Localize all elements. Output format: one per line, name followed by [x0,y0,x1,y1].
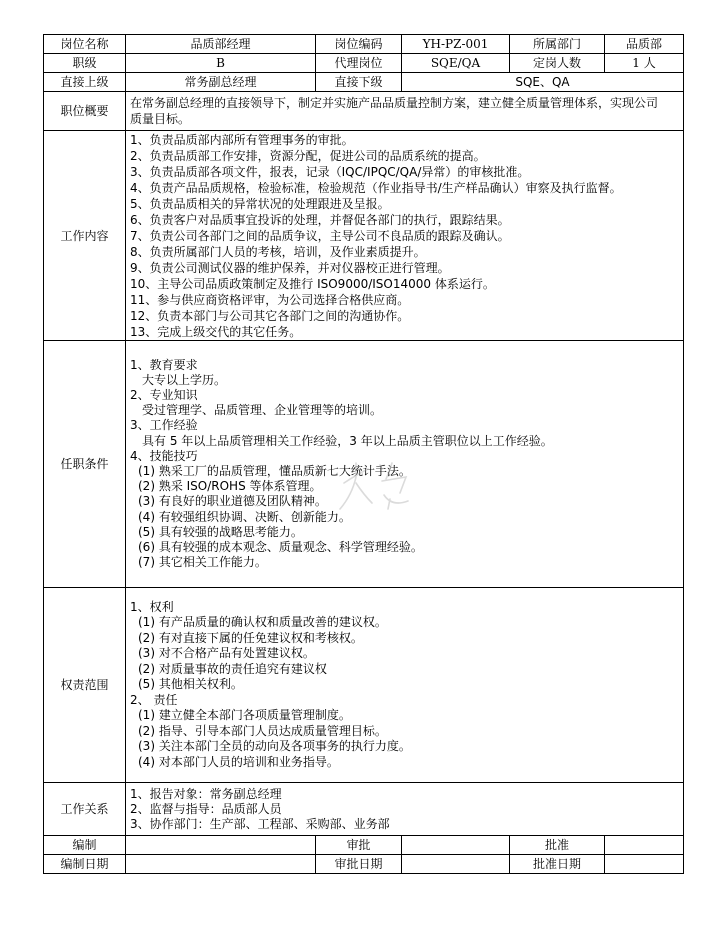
relations-row [44,783,684,836]
duty-item: 12、负责本部门与公司其它各部门之间的沟通协作。 [130,308,410,323]
summary-label: 职位概要 [44,92,126,131]
ratify-value [605,836,684,855]
relation-item: 3、协作部门：生产部、工程部、采购部、业务部 [130,816,390,831]
duty-item: 7、负责公司各部门之间的品质争议，主导公司不良品质的跟踪及确认。 [130,228,510,243]
right-item: (5) 其他相关权利。 [138,677,243,692]
duty-item: 2、负责品质部工作安排，资源分配，促进公司的品质系统的提高。 [130,148,486,163]
subordinate-value: SQE、QA [402,73,684,92]
ratify-date-value [605,855,684,874]
summary-line-2: 质量目标。 [130,112,191,126]
ratify-label: 批准 [510,836,605,855]
grade-value: B [126,54,316,73]
experience-text: 具有 5 年以上品质管理相关工作经验，3 年以上品质主管职位以上工作经验。 [142,433,553,448]
right-item: (2) 有对直接下属的任免建议权和考核权。 [138,630,363,645]
summary-row [44,92,684,131]
edu-text: 大专以上学历。 [142,372,227,387]
responsibility-item: (1) 建立健全本部门各项质量管理制度。 [138,708,351,723]
right-item: (1) 有产品质量的确认权和质量改善的建议权。 [138,615,387,630]
compiled-date-value [126,855,316,874]
knowledge-title: 2、专业知识 [130,387,198,402]
duty-item: 13、完成上级交代的其它任务。 [130,324,302,339]
department-value: 品质部 [605,35,684,54]
compiled-value [126,836,316,855]
approve-value [402,836,510,855]
authority-list [126,588,684,783]
relation-item: 2、监督与指导：品质部人员 [130,801,282,816]
relations-label: 工作关系 [44,783,126,836]
header-row-3 [44,73,684,92]
header-row-2 [44,54,684,73]
position-name-value: 品质部经理 [126,35,316,54]
duty-item: 5、负责品质相关的异常状况的处理跟进及呈报。 [130,196,390,211]
position-code-value: YH-PZ-001 [402,35,510,54]
right-item: (3) 对不合格产品有处置建议权。 [138,646,315,661]
duty-item: 1、负责品质部内部所有管理事务的审批。 [130,132,354,147]
authority-row [44,588,684,783]
skill-item: (3) 有良好的职业道德及团队精神。 [138,494,327,509]
approve-date-label: 审批日期 [316,855,402,874]
duty-item: 9、负责公司测试仪器的维护保养，并对仪器校正进行管理。 [130,260,450,275]
duty-item: 11、参与供应商资格评审，为公司选择合格供应商。 [130,292,410,307]
responsibility-title: 2、 责任 [130,692,178,707]
subordinate-label: 直接下级 [316,73,402,92]
knowledge-text: 受过管理学、品质管理、企业管理等的培训。 [142,403,383,418]
compiled-date-label: 编制日期 [44,855,126,874]
job-description-table [43,34,684,874]
skill-item: (4) 有较强组织协调、决断、创新能力。 [138,509,351,524]
header-row-1 [44,35,684,54]
duties-list [126,131,684,341]
compiled-label: 编制 [44,836,126,855]
deputy-label: 代理岗位 [316,54,402,73]
right-item: (2) 对质量事故的责任追究有建议权 [138,661,327,676]
duty-item: 8、负责所属部门人员的考核，培训，及作业素质提升。 [130,244,426,259]
summary-line-1: 在常务副总经理的直接领导下，制定并实施产品品质量控制方案，建立健全质量管理体系，实现公司 [130,96,659,110]
signoff-row [44,836,684,855]
skill-item: (7) 其它相关工作能力。 [138,555,267,570]
relation-item: 1、报告对象：常务副总经理 [130,786,282,801]
qualifications-list [126,341,684,588]
responsibility-item: (3) 关注本部门全员的动向及各项事务的执行力度。 [138,739,411,754]
responsibility-item: (2) 指导、引导本部门人员达成质量管理目标。 [138,723,387,738]
skills-title: 4、技能技巧 [130,448,198,463]
summary-text [126,92,684,131]
grade-label: 职级 [44,54,126,73]
duty-item: 3、负责品质部各项文件，报表，记录（IQC/IPQC/QA/异常）的审核批准。 [130,164,530,179]
deputy-value: SQE/QA [402,54,510,73]
department-label: 所属部门 [510,35,605,54]
approve-label: 审批 [316,836,402,855]
responsibility-item: (4) 对本部门人员的培训和业务指导。 [138,754,339,769]
rights-title: 1、权利 [130,599,174,614]
approve-date-value [402,855,510,874]
authority-label: 权责范围 [44,588,126,783]
position-code-label: 岗位编码 [316,35,402,54]
duties-label: 工作内容 [44,131,126,341]
edu-title: 1、教育要求 [130,357,198,372]
superior-label: 直接上级 [44,73,126,92]
skill-item: (5) 具有较强的战略思考能力。 [138,524,303,539]
skill-item: (2) 熟采 ISO/ROHS 等体系管理。 [138,479,322,494]
superior-value: 常务副总经理 [126,73,316,92]
skill-item: (6) 具有较强的成本观念、质量观念、科学管理经验。 [138,540,423,555]
duties-row [44,131,684,341]
skill-item: (1) 熟采工厂的品质管理，懂品质新七大统计手法。 [138,464,411,478]
qualifications-row [44,341,684,588]
duty-item: 10、主导公司品质政策制定及推行 ISO9000/ISO14000 体系运行。 [130,276,495,291]
duty-item: 4、负责产品品质规格，检验标准，检验规范（作业指导书/生产样品确认）审察及执行监督。 [130,180,622,195]
experience-title: 3、工作经验 [130,418,198,433]
headcount-value: 1 人 [605,54,684,73]
qualifications-label: 任职条件 [44,341,126,588]
headcount-label: 定岗人数 [510,54,605,73]
duty-item: 6、负责客户对品质事宜投诉的处理，并督促各部门的执行，跟踪结果。 [130,212,510,227]
ratify-date-label: 批准日期 [510,855,605,874]
date-row [44,855,684,874]
relations-list [126,783,684,836]
position-name-label: 岗位名称 [44,35,126,54]
